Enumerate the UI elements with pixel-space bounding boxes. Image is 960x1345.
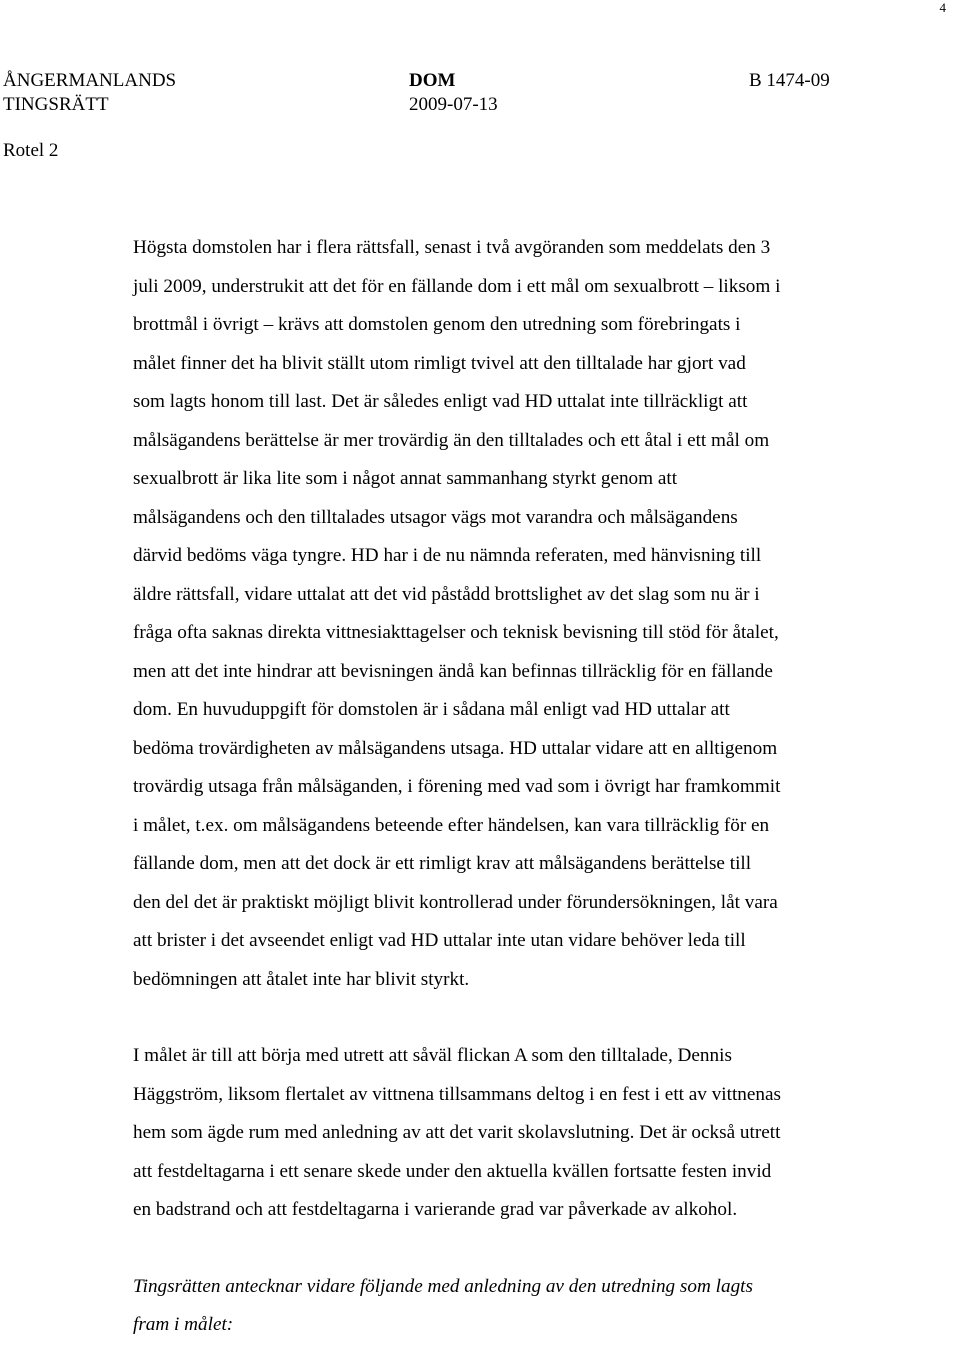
text-line: Tingsrätten antecknar vidare följande med anledning av den utredning som lagts [133, 1275, 753, 1297]
text-line: bedöma trovärdigheten av målsägandens utsaga. HD uttalar vidare att en alltigenom [133, 737, 778, 759]
text-line: en badstrand och att festdeltagarna i varierande grad var påverkade av alkohol. [133, 1199, 738, 1220]
text-line: Häggström, liksom flertalet av vittnena tillsammans deltog i en fest i ett av vittnenas [133, 1083, 781, 1105]
paragraph-2 [133, 1037, 923, 1230]
text-line: fråga ofta saknas direkta vittnesiakttagelser och teknisk bevisning till stöd för åtalet, [133, 622, 779, 643]
document-body [133, 229, 923, 1345]
text-line: den del det är praktiskt möjligt blivit kontrollerad under förundersökningen, låt vara [133, 891, 778, 913]
text-line: som lagts honom till last. Det är således enligt vad HD uttalat inte tillräckligt att [133, 391, 748, 412]
case-number: B 1474-09 [749, 70, 830, 91]
text-line: Högsta domstolen har i flera rättsfall, senast i två avgöranden som meddelats den 3 [133, 237, 771, 258]
text-line: hem som ägde rum med anledning av att det varit skolavslutning. Det är också utrett [133, 1122, 781, 1143]
text-line: i målet, t.ex. om målsägandens beteende efter händelsen, kan vara tillräcklig för en [133, 814, 770, 836]
text-line: målsägandens och den tilltalades utsagor vägs mot varandra och målsägandens [133, 506, 738, 528]
document-date: 2009-07-13 [409, 94, 498, 115]
text-line: äldre rättsfall, vidare uttalat att det vid påstådd brottslighet av det slag som nu är i [133, 583, 760, 605]
text-line: men att det inte hindrar att bevisningen ändå kan befinnas tillräcklig för en fällande [133, 660, 773, 682]
text-line: målet finner det ha blivit ställt utom rimligt tvivel att den tilltalade har gjort vad [133, 352, 746, 374]
text-line: att brister i det avseendet enligt vad HD uttalar inte utan vidare behöver leda till [133, 930, 746, 951]
document-header [0, 69, 960, 125]
division: Rotel 2 [3, 140, 59, 161]
text-line: målsägandens berättelse är mer trovärdig än den tilltalades och ett åtal i ett mål om [133, 429, 770, 451]
text-line: juli 2009, understrukit att det för en fällande dom i ett mål om sexualbrott – liksom i [133, 275, 781, 297]
text-line: trovärdig utsaga från målsäganden, i förening med vad som i övrigt har framkommit [133, 776, 781, 797]
text-line: bedömningen att åtalet inte har blivit styrkt. [133, 968, 470, 990]
text-line: fram i målet: [133, 1314, 234, 1335]
text-line: sexualbrott är lika lite som i något annat sammanhang styrkt genom att [133, 468, 678, 489]
paragraph-1 [133, 229, 923, 999]
document-type-block [409, 69, 498, 117]
text-line: dom. En huvuduppgift för domstolen är i sådana mål enligt vad HD uttalar att [133, 699, 730, 720]
document-type: DOM [409, 70, 456, 91]
court-name-line-1: ÅNGERMANLANDS [3, 70, 177, 91]
text-line: fällande dom, men att det dock är ett rimligt krav att målsägandens berättelse till [133, 853, 752, 874]
page-number: 4 [939, 0, 946, 15]
text-line: brottmål i övrigt – krävs att domstolen genom den utredning som förebringats i [133, 314, 741, 335]
court-name-line-2: TINGSRÄTT [3, 94, 109, 115]
text-line: därvid bedöms väga tyngre. HD har i de nu nämnda referaten, med hänvisning till [133, 545, 762, 566]
text-line: att festdeltagarna i ett senare skede under den aktuella kvällen fortsatte festen invid [133, 1160, 772, 1182]
text-line: I målet är till att börja med utrett att såväl flickan A som den tilltalade, Dennis [133, 1045, 732, 1066]
paragraph-3 [133, 1268, 923, 1345]
court-name [3, 69, 176, 117]
